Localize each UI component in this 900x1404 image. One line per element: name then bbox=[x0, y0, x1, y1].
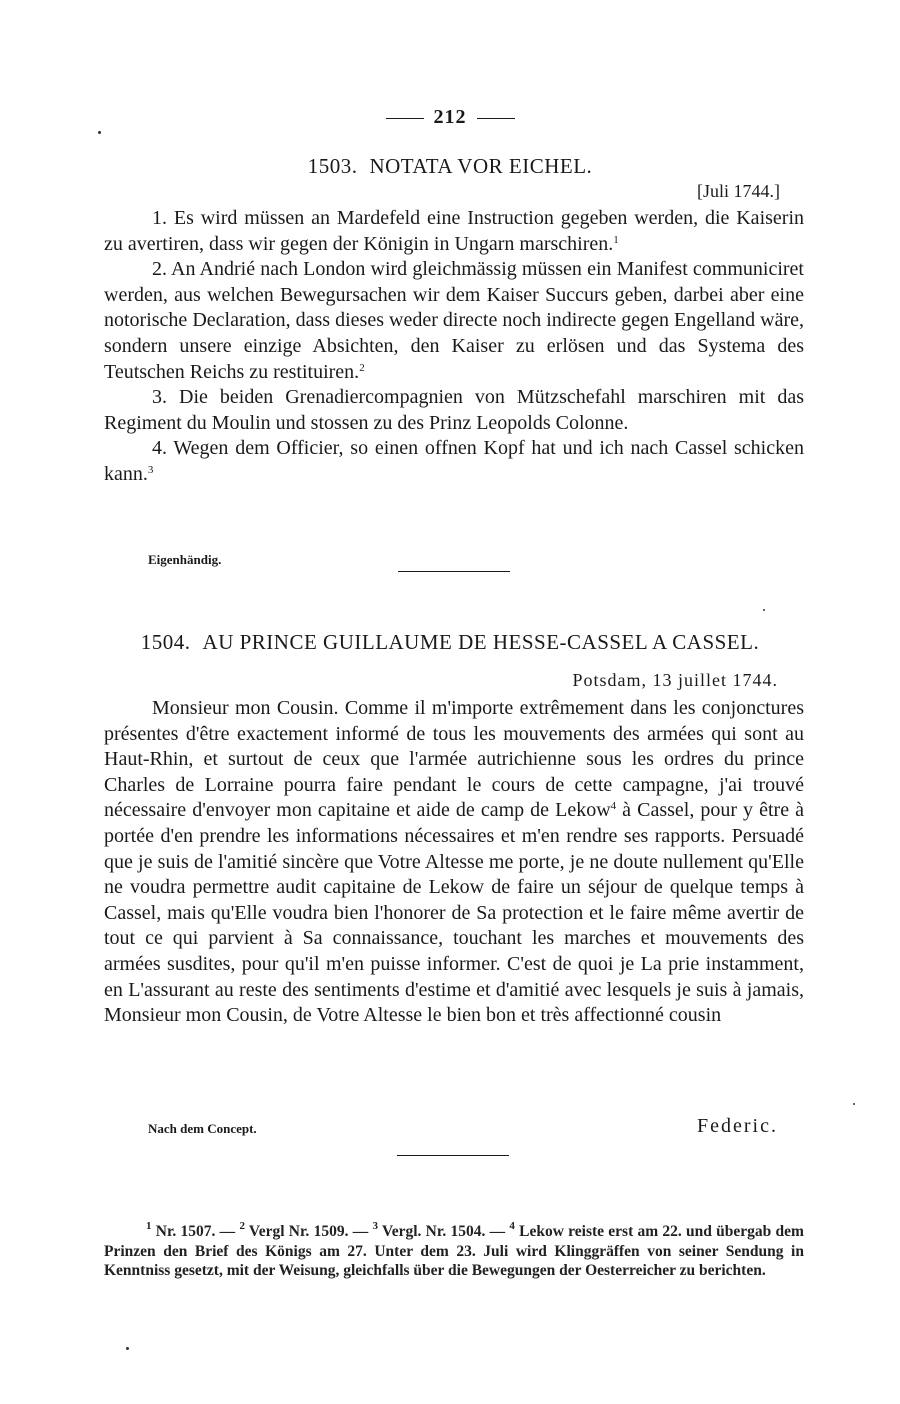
doc-1504-letter-body bbox=[104, 696, 804, 1029]
doc-1503-title: NOTATA VOR EICHEL. bbox=[369, 154, 593, 178]
doc-1503-date: [Juli 1744.] bbox=[697, 181, 780, 201]
scan-speck bbox=[126, 1347, 129, 1350]
doc-1503-source-note: Eigenhändig. bbox=[148, 552, 222, 567]
doc-1503-item-2-text: 2. An Andrié nach London wird gleichmässig müssen ein Manifest communiciret werden, aus welchen Bewegursachen wir dem Kaiser Succurs geben, darbei aber eine notorische Declaration, dass dieses weder directe noch indirecte gegen Engelland wäre, sondern unsere einzige Absichten, den Kaiser zu erlösen und das Systema des Teutschen Reichs zu restituiren. bbox=[104, 258, 804, 383]
footnote-2-text: Vergl Nr. 1509. — bbox=[244, 1223, 373, 1240]
doc-1503-body bbox=[104, 206, 804, 488]
doc-1503-item-1 bbox=[104, 206, 804, 257]
scan-speck bbox=[98, 131, 101, 134]
scan-speck bbox=[763, 609, 765, 611]
doc-1504-number: 1504. bbox=[140, 630, 191, 654]
doc-1504-paragraph bbox=[104, 696, 804, 1029]
separator-rule-1 bbox=[398, 571, 510, 572]
separator-rule-2 bbox=[397, 1155, 509, 1156]
page-number-text: 212 bbox=[433, 106, 467, 128]
page-number bbox=[0, 106, 900, 129]
footnote-3-text: Vergl. Nr. 1504. — bbox=[377, 1223, 510, 1240]
footnote-ref-3: 3 bbox=[147, 463, 154, 476]
footnote-1-text: Nr. 1507. — bbox=[151, 1223, 240, 1240]
footnote-ref-4: 4 bbox=[610, 800, 617, 813]
doc-1504-title: AU PRINCE GUILLAUME DE HESSE-CASSEL A CASSEL. bbox=[202, 630, 760, 654]
footnote-3-marker: 3 bbox=[372, 1220, 378, 1232]
footnotes bbox=[104, 1222, 804, 1281]
doc-1503-item-2 bbox=[104, 257, 804, 385]
doc-1503-item-3-text: 3. Die beiden Grenadiercompagnien von Mützschefahl marschiren mit das Regiment du Moulin und stossen zu des Prinz Leopolds Colonne. bbox=[104, 386, 804, 434]
doc-1504-source-note: Nach dem Concept. bbox=[148, 1121, 257, 1136]
doc-1504-signature: Federic. bbox=[697, 1115, 778, 1137]
footnote-1-marker: 1 bbox=[146, 1220, 152, 1232]
doc-1503-item-3 bbox=[104, 385, 804, 436]
page-number-right-rule bbox=[477, 118, 515, 119]
footnote-ref-1: 1 bbox=[613, 233, 619, 246]
scan-speck bbox=[853, 1103, 855, 1105]
doc-1503-item-4-text: 4. Wegen dem Officier, so einen offnen Kopf hat und ich nach Cassel schicken kann. bbox=[104, 437, 804, 485]
footnote-ref-2: 2 bbox=[359, 361, 365, 374]
doc-1504-body-part-1: Monsieur mon Cousin. Comme il m'importe extrêmement dans les conjonctures présentes d'être exactement informé de tous les mouvements des armées qui sont au Haut-Rhin, et surtout de ceux que l'armée autrichienne sous les ordres du prince Charles de Lorraine pourra faire pendant le cours de cette campagne, j'ai trouvé nécessaire d'envoyer mon capitaine et aide de camp de Lekow bbox=[104, 697, 804, 822]
page-number-left-rule bbox=[386, 118, 424, 119]
doc-1504-date: Potsdam, 13 juillet 1744. bbox=[572, 670, 778, 690]
doc-1504-body-part-2: à Cassel, pour y être à portée d'en prendre les informations nécessaires et m'en rendre ses rapports. Persuadé que je suis de l'amitié sincère que Votre Altesse me porte, je ne doute nullement qu'Elle ne voudra permettre audit capitaine de Lekow de faire un séjour de quelque temps à Cassel, mais qu'Elle voudra bien l'honorer de Sa protection et le faire même avertir de tout ce qui parvient à Sa connaissance, touchant les marches et mouvements des armées susdites, pour qu'il m'en puisse informer. C'est de quoi je La prie instamment, en L'assurant au reste des sentiments d'estime et d'amitié avec lesquels je suis à jamais, Monsieur mon Cousin, de Votre Altesse le bien bon et très affectionné cousin bbox=[104, 799, 804, 1027]
doc-1503-number: 1503. bbox=[307, 154, 358, 178]
doc-1504-heading bbox=[0, 630, 900, 655]
doc-1503-heading bbox=[0, 154, 900, 179]
footnotes-paragraph bbox=[104, 1222, 804, 1281]
doc-1503-item-4 bbox=[104, 436, 804, 487]
footnote-2-marker: 2 bbox=[239, 1220, 245, 1232]
footnote-4-text: Lekow reiste erst am 22. und übergab dem Prinzen den Brief des Königs am 27. Unter dem 23. Juli wird Klinggräffen von seiner Sendung in Kenntniss gesetzt, mit der Weisung, gleichfalls über die Bewegungen der Oesterreicher zu berichten. bbox=[104, 1223, 804, 1280]
doc-1503-item-1-text: 1. Es wird müssen an Mardefeld eine Instruction gegeben werden, die Kaiserin zu avertiren, dass wir gegen der Königin in Ungarn marschiren. bbox=[104, 207, 804, 255]
footnote-4-marker: 4 bbox=[509, 1220, 515, 1232]
